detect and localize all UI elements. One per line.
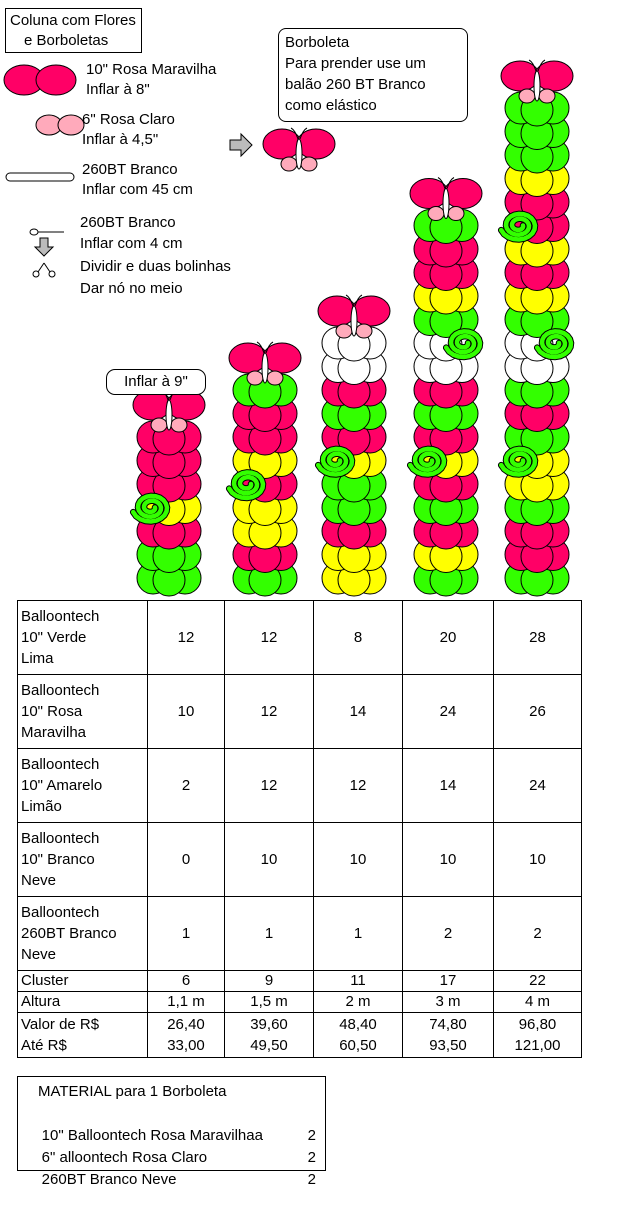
cell: 22 <box>494 971 582 992</box>
table-row-260bt <box>18 897 582 971</box>
cell: 17 <box>403 971 494 992</box>
inflate-9-text: Inflar à 9" <box>124 373 188 390</box>
down-arrow-icon <box>35 238 53 256</box>
cell: 9 <box>225 971 314 992</box>
title-line-1: Coluna com Flores <box>10 12 136 29</box>
legend-260-45-label-2: Inflar com 45 cm <box>82 181 193 198</box>
legend-10-rosa-label-1: 10" Rosa Maravilha <box>86 61 217 78</box>
legend-260-4-label-4: Dar nó no meio <box>80 280 183 297</box>
cell: 96,80 121,00 <box>494 1013 582 1058</box>
cell: 28 <box>494 601 582 675</box>
legend-260-4-label-3: Dividir e duas bolinhas <box>80 258 231 275</box>
cell: 1 <box>225 897 314 971</box>
legend-split-line-left <box>38 263 44 272</box>
cell: 4 m <box>494 992 582 1013</box>
cell: 48,40 60,50 <box>314 1013 403 1058</box>
material-item: 10" Balloontech Rosa Maravilhaa 2 <box>41 1127 316 1144</box>
cell: 24 <box>403 675 494 749</box>
cell: 10 <box>225 823 314 897</box>
cell: 12 <box>225 601 314 675</box>
cell: 24 <box>494 749 582 823</box>
right-arrow-icon <box>230 134 252 156</box>
cell: 2 m <box>314 992 403 1013</box>
table-row-price <box>18 1013 582 1058</box>
cell: 1,5 m <box>225 992 314 1013</box>
note-line-2: Para prender use um <box>285 55 426 72</box>
cell: 74,80 93,50 <box>403 1013 494 1058</box>
cell: 11 <box>314 971 403 992</box>
cell: 12 <box>225 675 314 749</box>
row-label: Valor de R$ Até R$ <box>18 1013 148 1058</box>
table-row-branco <box>18 823 582 897</box>
legend-6-rosa-label-1: 6" Rosa Claro <box>82 111 175 128</box>
cell: 3 m <box>403 992 494 1013</box>
row-label: Cluster <box>18 971 148 992</box>
cell: 14 <box>403 749 494 823</box>
cell: 10 <box>314 823 403 897</box>
butterfly-material-title: MATERIAL para 1 Borboleta <box>38 1083 227 1100</box>
legend-260-45-label-1: 260BT Branco <box>82 161 178 178</box>
table-row-altura <box>18 992 582 1013</box>
title-box <box>5 8 142 53</box>
cell: 26,40 33,00 <box>148 1013 225 1058</box>
cell: 14 <box>314 675 403 749</box>
material-item: 6" alloontech Rosa Claro 2 <box>41 1149 316 1166</box>
row-label: Balloontech 10" Amarelo Limão <box>18 749 148 823</box>
legend-10-rosa-balloon-right <box>36 65 76 95</box>
note-line-3: balão 260 BT Branco <box>285 76 426 93</box>
legend-260-short-knot <box>30 229 38 235</box>
cell: 6 <box>148 971 225 992</box>
legend-6-rosa-label-2: Inflar à 4,5" <box>82 131 159 148</box>
cell: 39,60 49,50 <box>225 1013 314 1058</box>
sample-butterfly-icon <box>263 128 335 171</box>
note-line-1: Borboleta <box>285 34 350 51</box>
materials-table <box>17 600 582 1058</box>
table-row-verde <box>18 601 582 675</box>
legend-6-rosa-balloon-right <box>58 115 84 135</box>
table-row-cluster <box>18 971 582 992</box>
cell: 2 <box>148 749 225 823</box>
legend-split-ball-right <box>49 271 55 277</box>
row-label: Balloontech 10" Verde Lima <box>18 601 148 675</box>
row-label: Balloontech 260BT Branco Neve <box>18 897 148 971</box>
cell: 2 <box>403 897 494 971</box>
butterfly-note-box <box>278 28 468 122</box>
cell: 12 <box>314 749 403 823</box>
table-row-rosa <box>18 675 582 749</box>
cell: 12 <box>225 749 314 823</box>
title-line-2: e Borboletas <box>24 32 109 49</box>
note-line-4: como elástico <box>285 97 377 114</box>
legend-split-line-right <box>44 263 50 272</box>
cell: 12 <box>148 601 225 675</box>
cell: 10 <box>148 675 225 749</box>
legend-split-ball-left <box>33 271 39 277</box>
cell: 0 <box>148 823 225 897</box>
row-label: Balloontech 10" Rosa Maravilha <box>18 675 148 749</box>
table-row-amarelo <box>18 749 582 823</box>
cell: 1,1 m <box>148 992 225 1013</box>
legend-260-4-label-2: Inflar com 4 cm <box>80 235 183 252</box>
cell: 26 <box>494 675 582 749</box>
butterfly-material-box <box>17 1076 326 1188</box>
inflate-9-label <box>106 369 206 395</box>
material-item: 260BT Branco Neve 2 <box>41 1171 316 1188</box>
cell: 1 <box>314 897 403 971</box>
row-label: Altura <box>18 992 148 1013</box>
legend-10-rosa-label-2: Inflar à 8" <box>86 81 150 98</box>
legend-260-long-balloon <box>6 173 74 181</box>
cell: 10 <box>494 823 582 897</box>
cell: 2 <box>494 897 582 971</box>
legend-260-4-label-1: 260BT Branco <box>80 214 176 231</box>
cell: 1 <box>148 897 225 971</box>
row-label: Balloontech 10" Branco Neve <box>18 823 148 897</box>
cell: 10 <box>403 823 494 897</box>
cell: 20 <box>403 601 494 675</box>
cell: 8 <box>314 601 403 675</box>
